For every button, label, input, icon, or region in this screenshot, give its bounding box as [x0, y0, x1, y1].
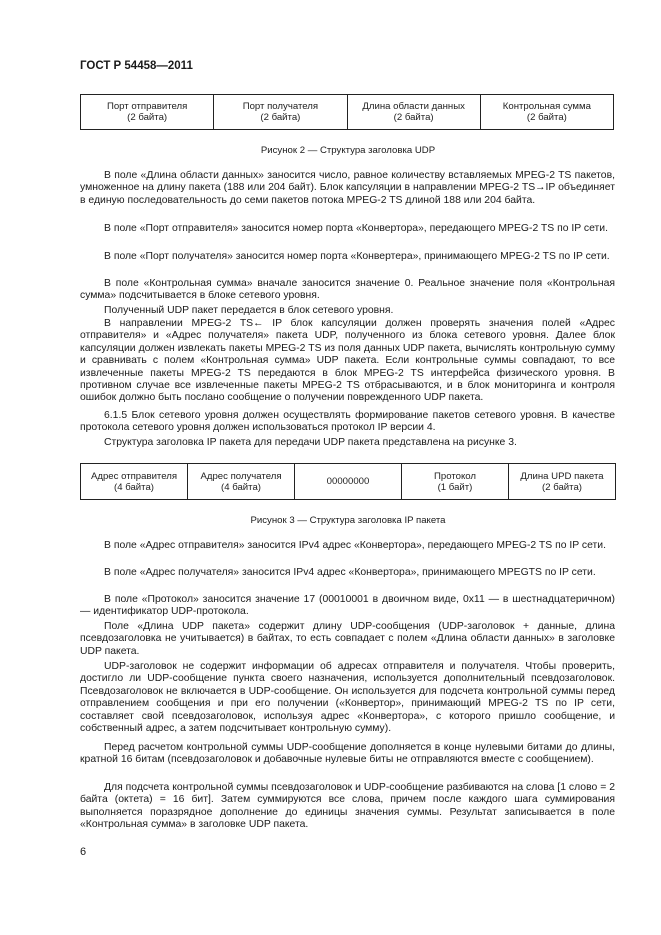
ip-field-protocol [402, 464, 509, 500]
field-name: Адрес отправителя [90, 470, 178, 482]
field-name: 00000000 [326, 476, 370, 487]
field-size: (2 байта) [260, 112, 301, 123]
page-number: 6 [80, 846, 87, 858]
ip-field-udp-length [509, 464, 616, 500]
figure-2-caption: Рисунок 2 — Структура заголовка UDP [260, 145, 436, 156]
paragraph: В поле «Адрес отправителя» заносится IPv4 адрес «Конвертора», передающего MPEG-2 TS по IP сети. [104, 540, 606, 551]
figure-3-caption: Рисунок 3 — Структура заголовка IP пакета [250, 515, 446, 526]
paragraph: 6.1.5 Блок сетевого уровня должен осуществлять формирование пакетов сетевого уровня. В качестве протокола сетевого уровня должен использоваться протокол IP версии 4. [80, 410, 615, 434]
ip-header-structure-table [80, 463, 616, 500]
table-row [81, 95, 614, 130]
udp-field-data-length [347, 95, 480, 130]
field-name: Контрольная сумма [502, 101, 591, 112]
ip-field-zeros [295, 464, 402, 500]
paragraph: В поле «Адрес получателя» заносится IPv4 адрес «Конвертора», принимающего MPEGTS по IP сети. [104, 567, 596, 578]
field-name: Протокол [433, 470, 476, 482]
udp-field-checksum [480, 95, 613, 130]
paragraph: Структура заголовка IP пакета для передачи UDP пакета представлена на рисунке 3. [104, 437, 517, 448]
field-size: (2 байта) [127, 112, 168, 123]
paragraph: В поле «Порт отправителя» заносится номер порта «Конвертора», передающего MPEG-2 TS по IP сети. [104, 223, 608, 234]
paragraph: В поле «Порт получателя» заносится номер порта «Конвертера», принимающего MPEG-2 TS по IP сети. [104, 251, 610, 262]
field-name: Длина UPD пакета [520, 470, 604, 482]
field-name: Адрес получателя [200, 470, 282, 482]
field-size: (4 байта) [221, 481, 261, 493]
field-size: (2 байта) [542, 481, 582, 493]
paragraph: Для подсчета контрольной суммы псевдозаголовок и UDP-сообщение разбиваются на слова [1 слово = 2 байта (октета) = 16 бит]. Затем суммируются все слова, причем после каждого шага суммирования выполняется поразрядное дополнение до единицы значения суммы. Результат записывается в поле «Контрольная сумма» в заголовке UDP пакета. [80, 782, 615, 831]
paragraph: Полученный UDP пакет передается в блок сетевого уровня. [104, 305, 394, 316]
field-name: Порт отправителя [106, 101, 188, 112]
field-size: (1 байт) [437, 481, 473, 493]
paragraph: В направлении MPEG-2 TS← IP блок капсуляции должен проверять значения полей «Адрес отправителя» и «Адрес получателя» пакета UDP, полученного из блока сетевого уровня. Далее блок капсуляции должен извлекать пакеты MPEG-2 TS из поля данных UDP пакета, вычислять контрольную сумму и сравнивать с полем «Контрольная сумма» UDP пакета. Если контрольные суммы совпадают, то все извлеченные пакеты MPEG-2 TS передаются в блок MPEG-2 TS интерфейса физического уровня. В противном случае все извлеченные пакеты MPEG-2 TS отбрасываются, и в блок мониторинга и контроля ошибок должно быть послано сообщение о получении поврежденного UDP пакета. [80, 318, 615, 404]
paragraph: Поле «Длина UDP пакета» содержит длину UDP-сообщения (UDP-заголовок + данные, длина псевдозаголовка не учитывается) в байтах, то есть совпадает с полем «Длина области данных» в заголовке UDP пакета. [80, 621, 615, 657]
field-name: Порт получателя [242, 101, 319, 112]
field-size: (2 байта) [526, 112, 567, 123]
udp-header-structure-table [80, 94, 614, 130]
field-size: (2 байта) [393, 112, 434, 123]
ip-field-dest-address [188, 464, 295, 500]
table-row [81, 464, 616, 500]
field-name: Длина области данных [362, 101, 465, 112]
paragraph: В поле «Длина области данных» заносится число, равное количеству вставляемых MPEG-2 TS пакетов, умноженное на длину пакета (188 или 204 байт). Блок капсуляции в направлении MPEG-2 TS→IP объединяет в единую последовательность до семи пакетов потока MPEG-2 TS длиной 188 или 204 байта. [80, 170, 615, 206]
paragraph: UDP-заголовок не содержит информации об адресах отправителя и получателя. Чтобы проверить, достигло ли UDP-сообщение пункта своего назначения, используется дополнительный псевдозаголовок. Псевдозаголовок не включается в UDP-сообщение. Он используется для подсчета контрольной суммы перед отправлением сообщения и при его получении («Конвертор», принимающий MPEG-2 TS по IP сети, составляет свой псевдозаголовок, используя адрес «Конвертора», с которого пришло сообщение, и собственный адрес, а затем подсчитывает контрольную сумму). [80, 661, 615, 735]
paragraph: В поле «Протокол» заносится значение 17 (00010001 в двоичном виде, 0x11 — в шестнадцатеричном) — идентификатор UDP-протокола. [80, 594, 615, 618]
ip-field-source-address [81, 464, 188, 500]
document-header: ГОСТ Р 54458—2011 [80, 60, 193, 72]
field-size: (4 байта) [114, 481, 154, 493]
paragraph: В поле «Контрольная сумма» вначале заносится значение 0. Реальное значение поля «Контрольная сумма» подсчитывается в блоке сетевого уровня. [80, 278, 615, 302]
udp-field-dest-port [214, 95, 347, 130]
udp-field-source-port [81, 95, 214, 130]
paragraph: Перед расчетом контрольной суммы UDP-сообщение дополняется в конце нулевыми битами до длины, кратной 16 битам (псевдозаголовок и добавочные нулевые биты не отправляются вместе с сообщением). [80, 742, 615, 766]
